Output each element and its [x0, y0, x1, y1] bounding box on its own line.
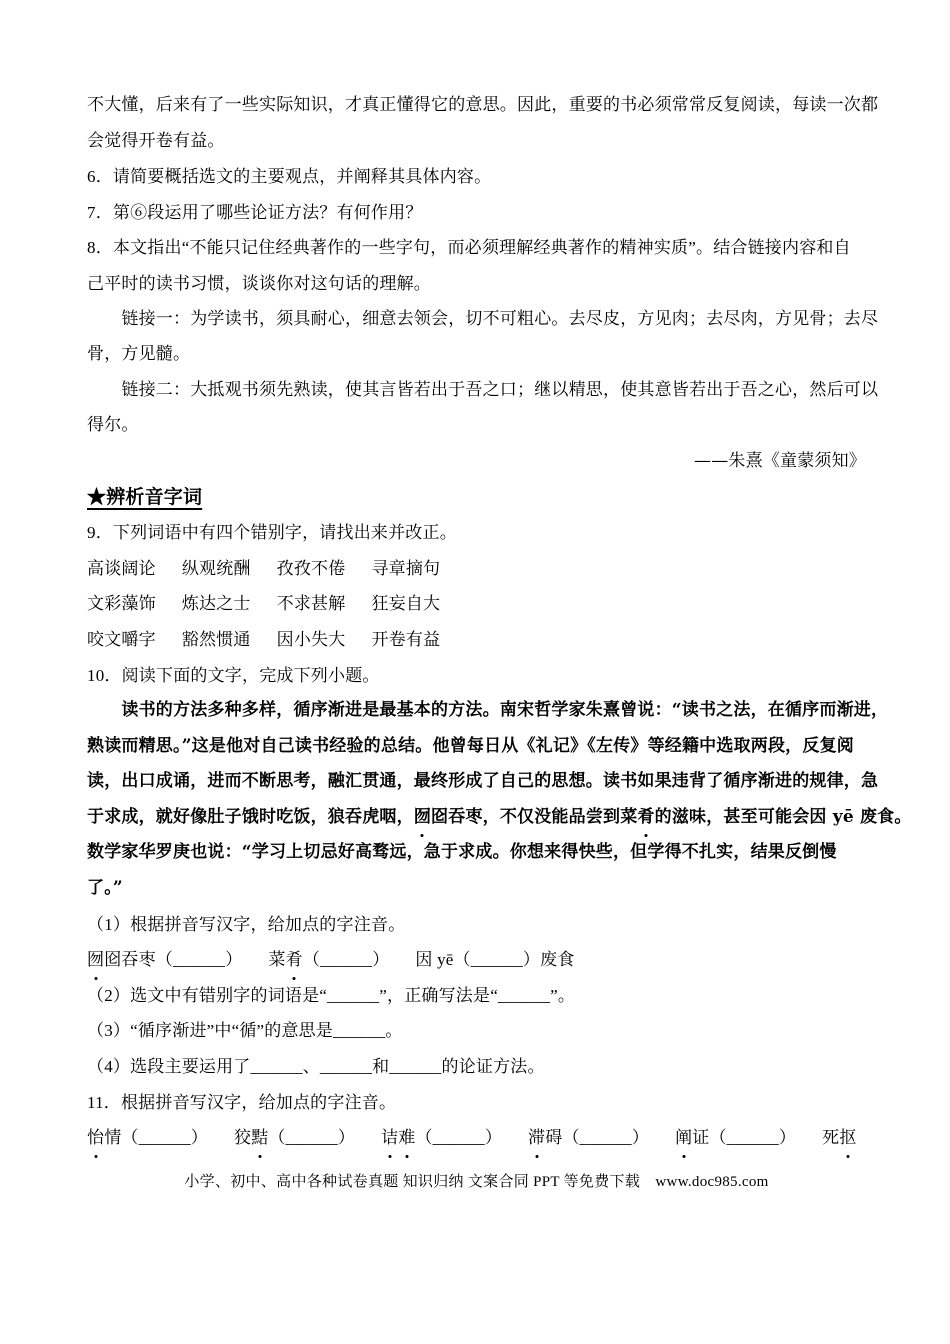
question-6	[87, 159, 866, 195]
text-span: 11．根据拼音写汉字，给加点的字注音。	[87, 1092, 397, 1112]
text-span: 7．第⑥段运用了哪些论证方法？有何作用？	[87, 202, 423, 222]
text-span: 了。”	[87, 878, 123, 899]
text-span: 因小失大	[276, 629, 346, 649]
dotted-char: 滞	[528, 1120, 545, 1156]
text-span: 炼达之士	[181, 594, 251, 614]
text-span: 的滋味，甚至可能会因 yē 废食。	[654, 806, 912, 827]
text-span: ——朱熹《童蒙须知》	[694, 450, 866, 471]
dotted-char: 黠	[251, 1120, 268, 1156]
link-one-line	[87, 337, 866, 373]
text-span: 于求成，就好像肚子饿时吃饭，狼吞虎咽，	[87, 806, 414, 827]
text-span: 囵吞枣，不仅没能品尝到菜	[431, 806, 638, 827]
passage-line	[87, 835, 866, 871]
link-one-line	[87, 302, 879, 338]
text-span: 链接二：大抵观书须先熟读，使其言皆若出于吾之口；继以精思，使其意皆若出于吾之心，然后可以	[87, 379, 879, 400]
text-span: 豁然惯通	[181, 629, 251, 649]
text-span: 碍（______）	[545, 1128, 650, 1148]
text-span: 文彩藻饰	[87, 594, 156, 614]
text-span: 9．下列词语中有四个错别字，请找出来并改正。	[87, 523, 457, 543]
text-span: ★辨析音字词	[87, 486, 203, 508]
passage-line	[87, 800, 912, 836]
dotted-char: 肴	[286, 942, 303, 978]
dotted-char: 抠	[839, 1120, 856, 1156]
text-span: 数学家华罗庚也说：“学习上切忌好高骛远，急于求成。你想来得快些，但学得不扎实，结果反倒慢	[87, 842, 837, 863]
text-span: 证（______）	[692, 1128, 797, 1148]
pinyin-blank-row	[87, 1120, 866, 1156]
text-span: 死	[822, 1128, 840, 1148]
text-span: 咬文嚼字	[87, 629, 156, 649]
text-span: 链接一：为学读书，须具耐心，细意去领会，切不可粗心。去尽皮，方见肉；去尽肉，方见骨；去尽	[87, 308, 879, 329]
text-span: 狡	[234, 1128, 252, 1148]
text-span: （______）	[415, 1128, 503, 1148]
text-span: 读，出口成诵，进而不断思考，融汇贯通，最终形成了自己的思想。读书如果违背了循序渐进的规律，急	[87, 771, 879, 792]
dotted-char: 难	[398, 1120, 415, 1156]
text-span: 因 yē（______）废食	[415, 950, 575, 970]
text-span: （1）根据拼音写汉字，给加点的字注音。	[87, 914, 406, 934]
question-7	[87, 195, 866, 231]
link-two-line	[87, 408, 866, 444]
dotted-char: 肴	[637, 800, 654, 836]
text-span: 骨，方见髓。	[87, 344, 191, 365]
text-span: 情（______）	[104, 1128, 209, 1148]
word-row	[87, 586, 866, 622]
dotted-char: 诘	[381, 1120, 398, 1156]
word-row	[87, 622, 866, 658]
sub-question-4	[87, 1049, 866, 1085]
text-span: 不大懂，后来有了一些实际知识，才真正懂得它的意思。因此，重要的书必须常常反复阅读，每读一次都	[87, 95, 879, 115]
dotted-char: 囫	[414, 800, 431, 836]
sub-question-3	[87, 1013, 866, 1049]
link-two-line	[87, 373, 879, 409]
text-span: 6．请简要概括选文的主要观点，并阐释其具体内容。	[87, 167, 492, 187]
sub-question-2	[87, 978, 866, 1014]
excerpt-line	[87, 88, 879, 124]
question-10	[87, 658, 866, 694]
question-9	[87, 515, 866, 551]
text-span: 读书的方法多种多样，循序渐进是最基本的方法。南宋哲学家朱熹曾说：“读书之法，在循序而渐进，	[87, 700, 889, 721]
text-span: 己平时的读书习惯，谈谈你对这句话的理解。	[87, 273, 431, 293]
text-span: 孜孜不倦	[276, 558, 346, 578]
text-span: （2）选文中有错别字的词语是“______”，正确写法是“______”。	[87, 985, 576, 1005]
question-8	[87, 230, 866, 266]
text-span: 不求甚解	[276, 594, 346, 614]
text-span: 高谈阔论	[87, 558, 156, 578]
text-span: 纵观统酬	[181, 558, 251, 578]
passage-line	[87, 729, 866, 765]
text-span: 寻章摘句	[371, 558, 441, 578]
text-span: （3）“循序渐进”中“循”的意思是______。	[87, 1021, 403, 1041]
dotted-char: 阐	[675, 1120, 692, 1156]
text-span: 狂妄自大	[371, 594, 441, 614]
passage-line	[87, 871, 866, 907]
text-span: 囵吞枣（______）	[104, 950, 243, 970]
text-span: 得尔。	[87, 415, 139, 436]
attribution	[87, 444, 866, 480]
section-heading	[87, 480, 866, 516]
text-span: 开卷有益	[371, 629, 441, 649]
passage-line	[87, 693, 889, 729]
pinyin-blank-row	[87, 942, 866, 978]
passage-line	[87, 764, 879, 800]
dotted-char: 怡	[87, 1120, 104, 1156]
footer-note: 小学、初中、高中各种试卷真题 知识归纳 文案合同 PPT 等免费下载 www.doc985.com	[184, 1173, 769, 1190]
question-8-continued	[87, 266, 866, 302]
text-span: （______）	[268, 1128, 356, 1148]
sub-question-1	[87, 907, 866, 943]
question-11	[87, 1085, 866, 1121]
text-span: 熟读而精思。”这是他对自己读书经验的总结。他曾每日从《礼记》《左传》等经籍中选取两段，反复阅	[87, 735, 854, 756]
text-span: （______）	[302, 950, 390, 970]
text-span: （4）选段主要运用了______、______和______的论证方法。	[87, 1057, 545, 1077]
text-span: 10．阅读下面的文字，完成下列小题。	[87, 665, 380, 685]
word-row	[87, 551, 866, 587]
excerpt-line	[87, 124, 866, 160]
text-span: 会觉得开卷有益。	[87, 130, 225, 151]
text-span: 8．本文指出“不能只记住经典著作的一些字句，而必须理解经典著作的精神实质”。结合链接内容和自	[87, 238, 851, 258]
dotted-char: 囫	[87, 942, 104, 978]
text-span: 菜	[268, 950, 286, 970]
document-body	[87, 88, 912, 1156]
